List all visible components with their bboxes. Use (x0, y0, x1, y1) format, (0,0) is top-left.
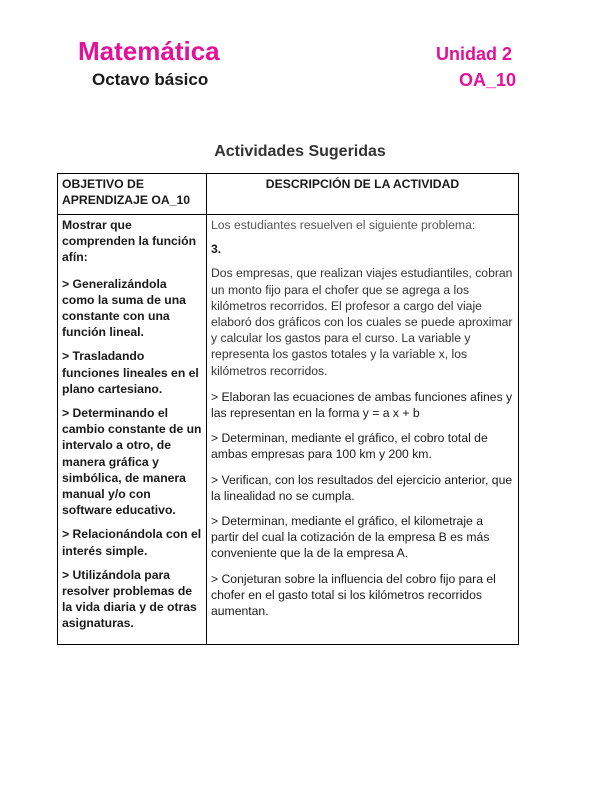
objective-cell (58, 215, 207, 645)
unit-label: Unidad 2 (435, 44, 512, 64)
activity-item: > Determinan, mediante el gráfico, el kilometraje a partir del cual la cotización de la empresa B es más conveniente que la de la empresa A. (211, 514, 490, 561)
activity-item: > Determinan, mediante el gráfico, el cobro total de ambas empresas para 100 km y 200 km. (211, 431, 488, 462)
objective-intro: Mostrar que comprenden la función afín: (62, 218, 197, 265)
table-row (58, 215, 519, 645)
section-title: Actividades Sugeridas (214, 143, 386, 160)
subject-title: Matemática (78, 36, 220, 66)
activities-table (57, 173, 519, 645)
objective-item: > Generalizándola como la suma de una constante con una función lineal. (62, 276, 186, 340)
problem-statement: Dos empresas, que realizan viajes estudiantiles, cobran un monto fijo para el chofer que se agrega a los kilómetros recorridos. El profesor a cargo del viaje elaboró dos gráficos con los cuales se puede aproximar y calcular los gastos para el curso. La variable y representa los gastos totales y la variable x, los kilómetros recorridos. (211, 266, 513, 378)
grade-label: Octavo básico (92, 70, 209, 89)
objective-item: > Trasladando funciones lineales en el plano cartesiano. (62, 349, 199, 396)
objective-item: > Relacionándola con el interés simple. (62, 527, 202, 558)
activity-item: > Conjeturan sobre la influencia del cobro fijo para el chofer en el gasto total si los kilómetros recorridos aumentan. (211, 571, 496, 619)
description-header: DESCRIPCIÓN DE LA ACTIVIDAD (207, 174, 519, 215)
table-header-row (58, 174, 519, 215)
activity-item: > Elaboran las ecuaciones de ambas funciones afines y las representan en la forma y = a x + b (211, 389, 513, 421)
objective-item: > Utilizándola para resolver problemas de la vida diaria y de otras asignaturas. (62, 567, 197, 631)
objective-item: > Determinando el cambio constante de un intervalo a otro, de manera gráfica y simbólica, de manera manual y/o con software educativo. (62, 406, 202, 518)
objective-code: OA_10 (458, 70, 516, 90)
activity-item: > Verifican, con los resultados del ejercicio anterior, que la linealidad no se cumpla. (211, 472, 513, 503)
description-intro: Los estudiantes resuelven el siguiente problema: (211, 218, 476, 232)
objective-header: OBJETIVO DE APRENDIZAJE OA_10 (58, 174, 207, 215)
description-cell (207, 215, 519, 645)
problem-number: 3. (211, 242, 222, 257)
